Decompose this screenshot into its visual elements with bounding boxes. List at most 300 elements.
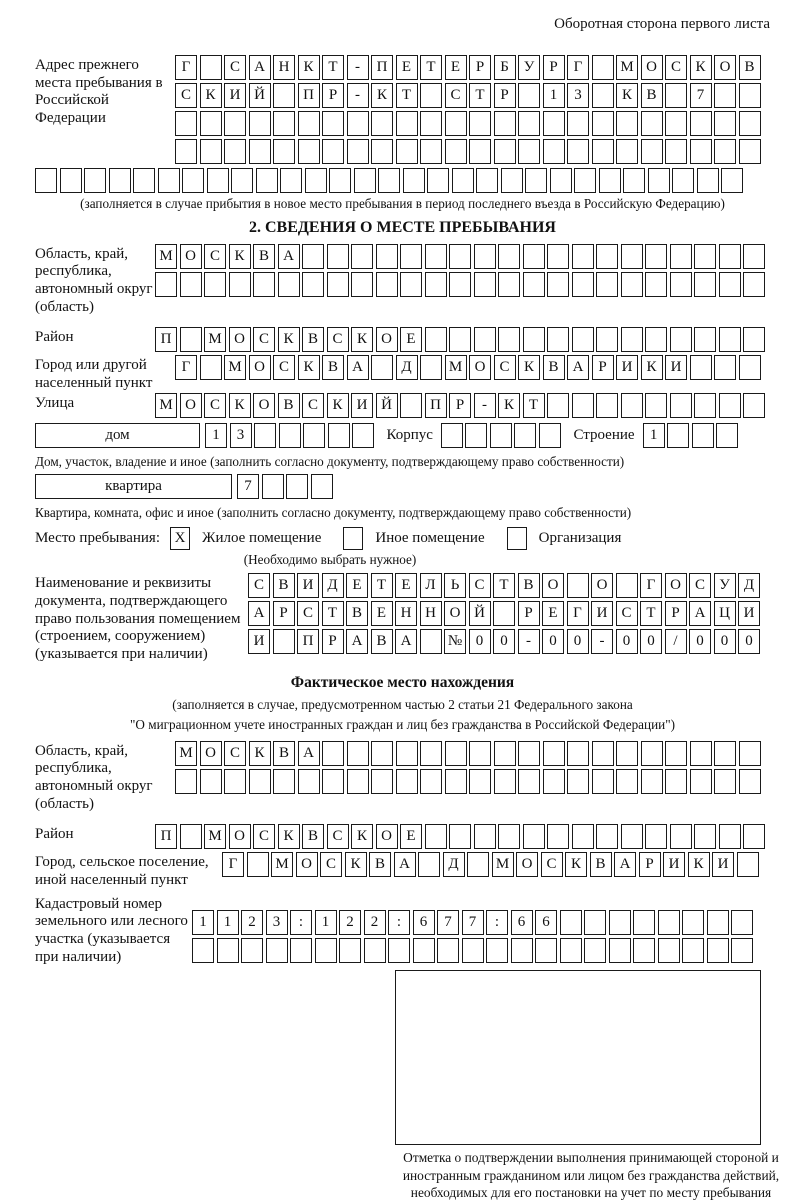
char-cell[interactable] <box>584 910 606 935</box>
char-cell[interactable]: К <box>200 83 222 108</box>
char-cell[interactable]: К <box>498 393 520 418</box>
char-cell[interactable]: П <box>298 83 320 108</box>
char-cell[interactable]: : <box>290 910 312 935</box>
char-cell[interactable] <box>592 139 614 164</box>
char-cell[interactable]: Т <box>523 393 545 418</box>
char-cell[interactable] <box>200 111 222 136</box>
char-cell[interactable] <box>449 824 471 849</box>
char-cell[interactable] <box>420 83 442 108</box>
char-cell[interactable] <box>547 327 569 352</box>
char-cell[interactable] <box>200 139 222 164</box>
char-cell[interactable]: : <box>388 910 410 935</box>
checkbox-residential[interactable]: X <box>170 527 190 550</box>
char-cell[interactable]: И <box>351 393 373 418</box>
char-cell[interactable] <box>396 111 418 136</box>
char-cell[interactable] <box>621 244 643 269</box>
char-cell[interactable] <box>328 423 350 448</box>
char-cell[interactable]: И <box>663 852 685 877</box>
char-cell[interactable]: О <box>591 573 613 598</box>
char-cell[interactable]: О <box>641 55 663 80</box>
char-cell[interactable]: И <box>665 355 687 380</box>
char-cell[interactable] <box>262 474 284 499</box>
char-cell[interactable]: А <box>395 629 417 654</box>
char-cell[interactable]: С <box>253 824 275 849</box>
char-cell[interactable] <box>665 769 687 794</box>
char-cell[interactable]: К <box>641 355 663 380</box>
char-cell[interactable]: О <box>249 355 271 380</box>
char-cell[interactable]: В <box>543 355 565 380</box>
char-cell[interactable] <box>158 168 180 193</box>
char-cell[interactable] <box>347 769 369 794</box>
char-cell[interactable]: Т <box>493 573 515 598</box>
char-cell[interactable] <box>418 852 440 877</box>
char-cell[interactable] <box>155 272 177 297</box>
char-cell[interactable]: 3 <box>266 910 288 935</box>
char-cell[interactable]: В <box>302 327 324 352</box>
char-cell[interactable] <box>329 168 351 193</box>
char-cell[interactable] <box>441 423 463 448</box>
char-cell[interactable] <box>286 474 308 499</box>
char-cell[interactable] <box>621 272 643 297</box>
char-cell[interactable] <box>621 824 643 849</box>
char-cell[interactable] <box>256 168 278 193</box>
char-cell[interactable] <box>641 111 663 136</box>
char-cell[interactable]: В <box>346 601 368 626</box>
char-cell[interactable] <box>273 83 295 108</box>
char-cell[interactable] <box>403 168 425 193</box>
char-cell[interactable]: Л <box>420 573 442 598</box>
char-cell[interactable]: А <box>394 852 416 877</box>
char-cell[interactable]: Е <box>542 601 564 626</box>
char-cell[interactable] <box>670 244 692 269</box>
char-cell[interactable] <box>303 423 325 448</box>
char-cell[interactable]: С <box>541 852 563 877</box>
char-cell[interactable]: Й <box>376 393 398 418</box>
char-cell[interactable] <box>658 938 680 963</box>
char-cell[interactable]: Д <box>396 355 418 380</box>
char-cell[interactable]: О <box>376 824 398 849</box>
char-cell[interactable] <box>743 327 765 352</box>
char-cell[interactable] <box>694 393 716 418</box>
char-cell[interactable] <box>180 272 202 297</box>
char-cell[interactable] <box>739 139 761 164</box>
char-cell[interactable] <box>697 168 719 193</box>
char-cell[interactable] <box>352 423 374 448</box>
char-cell[interactable]: О <box>444 601 466 626</box>
char-cell[interactable] <box>351 244 373 269</box>
char-cell[interactable]: 0 <box>469 629 491 654</box>
char-cell[interactable]: Н <box>273 55 295 80</box>
char-cell[interactable] <box>445 111 467 136</box>
char-cell[interactable]: О <box>376 327 398 352</box>
char-cell[interactable]: № <box>444 629 466 654</box>
char-cell[interactable]: И <box>297 573 319 598</box>
char-cell[interactable] <box>192 938 214 963</box>
char-cell[interactable] <box>523 327 545 352</box>
char-cell[interactable] <box>474 244 496 269</box>
char-cell[interactable] <box>354 168 376 193</box>
char-cell[interactable] <box>523 824 545 849</box>
char-cell[interactable]: К <box>371 83 393 108</box>
char-cell[interactable]: Г <box>567 55 589 80</box>
char-cell[interactable] <box>616 111 638 136</box>
char-cell[interactable] <box>567 741 589 766</box>
char-cell[interactable]: И <box>738 601 760 626</box>
char-cell[interactable] <box>494 741 516 766</box>
char-cell[interactable]: И <box>616 355 638 380</box>
char-cell[interactable] <box>690 355 712 380</box>
char-cell[interactable] <box>469 139 491 164</box>
char-cell[interactable]: 6 <box>535 910 557 935</box>
char-cell[interactable] <box>469 111 491 136</box>
char-cell[interactable] <box>616 741 638 766</box>
char-cell[interactable]: 3 <box>230 423 252 448</box>
char-cell[interactable] <box>254 423 276 448</box>
char-cell[interactable]: В <box>739 55 761 80</box>
char-cell[interactable]: Т <box>322 55 344 80</box>
char-cell[interactable] <box>574 168 596 193</box>
char-cell[interactable]: - <box>518 629 540 654</box>
char-cell[interactable] <box>719 327 741 352</box>
char-cell[interactable]: К <box>690 55 712 80</box>
char-cell[interactable]: С <box>253 327 275 352</box>
char-cell[interactable]: 0 <box>689 629 711 654</box>
char-cell[interactable]: 0 <box>567 629 589 654</box>
char-cell[interactable] <box>694 272 716 297</box>
checkbox-other-premises[interactable] <box>343 527 363 550</box>
char-cell[interactable]: М <box>204 327 226 352</box>
char-cell[interactable]: Т <box>640 601 662 626</box>
char-cell[interactable] <box>498 824 520 849</box>
char-cell[interactable]: С <box>327 327 349 352</box>
char-cell[interactable] <box>645 327 667 352</box>
char-cell[interactable]: - <box>347 83 369 108</box>
char-cell[interactable] <box>467 852 489 877</box>
char-cell[interactable]: М <box>175 741 197 766</box>
char-cell[interactable] <box>667 423 689 448</box>
char-cell[interactable] <box>641 769 663 794</box>
char-cell[interactable] <box>278 272 300 297</box>
char-cell[interactable] <box>339 938 361 963</box>
char-cell[interactable] <box>425 327 447 352</box>
char-cell[interactable]: А <box>298 741 320 766</box>
char-cell[interactable]: А <box>346 629 368 654</box>
char-cell[interactable] <box>731 938 753 963</box>
char-cell[interactable] <box>707 910 729 935</box>
char-cell[interactable] <box>445 769 467 794</box>
char-cell[interactable]: Р <box>449 393 471 418</box>
char-cell[interactable]: М <box>271 852 293 877</box>
char-cell[interactable] <box>469 741 491 766</box>
char-cell[interactable] <box>474 824 496 849</box>
char-cell[interactable] <box>371 769 393 794</box>
char-cell[interactable]: С <box>689 573 711 598</box>
char-cell[interactable]: С <box>297 601 319 626</box>
char-cell[interactable] <box>35 168 57 193</box>
char-cell[interactable]: Е <box>445 55 467 80</box>
char-cell[interactable] <box>543 741 565 766</box>
char-cell[interactable] <box>665 83 687 108</box>
char-cell[interactable] <box>623 168 645 193</box>
char-cell[interactable] <box>452 168 474 193</box>
char-cell[interactable]: С <box>224 55 246 80</box>
char-cell[interactable] <box>665 139 687 164</box>
char-cell[interactable] <box>547 244 569 269</box>
char-cell[interactable]: О <box>229 327 251 352</box>
char-cell[interactable] <box>474 272 496 297</box>
char-cell[interactable] <box>682 938 704 963</box>
char-cell[interactable] <box>645 824 667 849</box>
char-cell[interactable]: П <box>425 393 447 418</box>
char-cell[interactable] <box>665 111 687 136</box>
char-cell[interactable] <box>494 769 516 794</box>
char-cell[interactable]: 6 <box>511 910 533 935</box>
char-cell[interactable] <box>714 769 736 794</box>
char-cell[interactable] <box>621 327 643 352</box>
char-cell[interactable] <box>249 139 271 164</box>
char-cell[interactable] <box>322 111 344 136</box>
char-cell[interactable] <box>493 601 515 626</box>
char-cell[interactable]: К <box>688 852 710 877</box>
char-cell[interactable] <box>266 938 288 963</box>
char-cell[interactable]: К <box>298 355 320 380</box>
char-cell[interactable] <box>231 168 253 193</box>
char-cell[interactable] <box>645 393 667 418</box>
char-cell[interactable]: В <box>590 852 612 877</box>
char-cell[interactable] <box>462 938 484 963</box>
char-cell[interactable]: Е <box>371 601 393 626</box>
char-cell[interactable] <box>543 111 565 136</box>
char-cell[interactable]: 0 <box>738 629 760 654</box>
char-cell[interactable]: О <box>516 852 538 877</box>
char-cell[interactable] <box>616 139 638 164</box>
char-cell[interactable] <box>302 244 324 269</box>
char-cell[interactable] <box>371 355 393 380</box>
char-cell[interactable] <box>249 769 271 794</box>
checkbox-organization[interactable] <box>507 527 527 550</box>
char-cell[interactable] <box>592 741 614 766</box>
char-cell[interactable]: Р <box>592 355 614 380</box>
char-cell[interactable] <box>721 168 743 193</box>
char-cell[interactable]: В <box>273 741 295 766</box>
char-cell[interactable] <box>743 824 765 849</box>
char-cell[interactable] <box>658 910 680 935</box>
char-cell[interactable] <box>200 55 222 80</box>
char-cell[interactable] <box>302 272 324 297</box>
char-cell[interactable]: С <box>445 83 467 108</box>
char-cell[interactable] <box>592 83 614 108</box>
char-cell[interactable] <box>420 629 442 654</box>
char-cell[interactable] <box>616 769 638 794</box>
char-cell[interactable] <box>592 769 614 794</box>
char-cell[interactable] <box>425 824 447 849</box>
char-cell[interactable] <box>133 168 155 193</box>
char-cell[interactable]: / <box>665 629 687 654</box>
char-cell[interactable] <box>670 824 692 849</box>
char-cell[interactable]: : <box>486 910 508 935</box>
char-cell[interactable] <box>572 244 594 269</box>
char-cell[interactable] <box>690 769 712 794</box>
char-cell[interactable] <box>425 244 447 269</box>
char-cell[interactable]: Д <box>322 573 344 598</box>
char-cell[interactable] <box>224 139 246 164</box>
char-cell[interactable] <box>175 139 197 164</box>
char-cell[interactable]: 6 <box>413 910 435 935</box>
char-cell[interactable] <box>596 393 618 418</box>
char-cell[interactable] <box>364 938 386 963</box>
char-cell[interactable] <box>425 272 447 297</box>
char-cell[interactable] <box>175 769 197 794</box>
char-cell[interactable]: А <box>567 355 589 380</box>
house-type-field[interactable]: дом <box>35 423 200 448</box>
char-cell[interactable] <box>572 327 594 352</box>
char-cell[interactable] <box>311 474 333 499</box>
char-cell[interactable] <box>714 355 736 380</box>
char-cell[interactable] <box>547 393 569 418</box>
char-cell[interactable]: Й <box>249 83 271 108</box>
char-cell[interactable]: К <box>249 741 271 766</box>
char-cell[interactable]: Е <box>395 573 417 598</box>
char-cell[interactable] <box>490 423 512 448</box>
char-cell[interactable] <box>420 355 442 380</box>
char-cell[interactable]: Г <box>567 601 589 626</box>
char-cell[interactable] <box>420 139 442 164</box>
char-cell[interactable]: 0 <box>640 629 662 654</box>
char-cell[interactable]: К <box>278 327 300 352</box>
char-cell[interactable] <box>731 910 753 935</box>
char-cell[interactable] <box>737 852 759 877</box>
char-cell[interactable] <box>694 824 716 849</box>
char-cell[interactable]: И <box>591 601 613 626</box>
char-cell[interactable]: М <box>204 824 226 849</box>
char-cell[interactable] <box>592 55 614 80</box>
char-cell[interactable]: П <box>155 824 177 849</box>
char-cell[interactable]: К <box>565 852 587 877</box>
char-cell[interactable]: К <box>327 393 349 418</box>
char-cell[interactable] <box>743 393 765 418</box>
char-cell[interactable]: 1 <box>217 910 239 935</box>
char-cell[interactable]: Г <box>222 852 244 877</box>
char-cell[interactable]: В <box>641 83 663 108</box>
char-cell[interactable]: - <box>347 55 369 80</box>
char-cell[interactable] <box>743 272 765 297</box>
char-cell[interactable] <box>376 272 398 297</box>
char-cell[interactable]: С <box>175 83 197 108</box>
char-cell[interactable] <box>273 111 295 136</box>
char-cell[interactable] <box>672 168 694 193</box>
char-cell[interactable]: С <box>273 355 295 380</box>
char-cell[interactable]: 1 <box>543 83 565 108</box>
char-cell[interactable] <box>518 139 540 164</box>
char-cell[interactable]: Р <box>494 83 516 108</box>
char-cell[interactable] <box>584 938 606 963</box>
char-cell[interactable]: - <box>474 393 496 418</box>
char-cell[interactable]: 0 <box>493 629 515 654</box>
char-cell[interactable] <box>290 938 312 963</box>
char-cell[interactable] <box>714 111 736 136</box>
char-cell[interactable] <box>200 355 222 380</box>
char-cell[interactable] <box>420 741 442 766</box>
char-cell[interactable] <box>518 83 540 108</box>
char-cell[interactable] <box>633 938 655 963</box>
char-cell[interactable]: Р <box>639 852 661 877</box>
char-cell[interactable] <box>543 139 565 164</box>
char-cell[interactable] <box>109 168 131 193</box>
char-cell[interactable] <box>200 769 222 794</box>
char-cell[interactable] <box>719 272 741 297</box>
char-cell[interactable]: И <box>224 83 246 108</box>
char-cell[interactable] <box>518 769 540 794</box>
char-cell[interactable] <box>596 244 618 269</box>
char-cell[interactable]: Е <box>346 573 368 598</box>
char-cell[interactable]: 2 <box>364 910 386 935</box>
char-cell[interactable]: Г <box>640 573 662 598</box>
char-cell[interactable]: М <box>492 852 514 877</box>
char-cell[interactable]: В <box>253 244 275 269</box>
char-cell[interactable]: О <box>665 573 687 598</box>
char-cell[interactable] <box>445 139 467 164</box>
char-cell[interactable]: О <box>469 355 491 380</box>
char-cell[interactable] <box>511 938 533 963</box>
char-cell[interactable]: Т <box>396 83 418 108</box>
char-cell[interactable] <box>567 573 589 598</box>
char-cell[interactable] <box>572 824 594 849</box>
char-cell[interactable]: А <box>347 355 369 380</box>
char-cell[interactable]: Е <box>400 327 422 352</box>
char-cell[interactable]: Ц <box>714 601 736 626</box>
char-cell[interactable]: Р <box>469 55 491 80</box>
char-cell[interactable]: С <box>248 573 270 598</box>
char-cell[interactable]: 2 <box>339 910 361 935</box>
char-cell[interactable] <box>224 111 246 136</box>
char-cell[interactable]: Н <box>395 601 417 626</box>
char-cell[interactable] <box>498 327 520 352</box>
char-cell[interactable]: Т <box>469 83 491 108</box>
char-cell[interactable]: К <box>229 393 251 418</box>
char-cell[interactable]: Р <box>518 601 540 626</box>
char-cell[interactable]: Е <box>400 824 422 849</box>
char-cell[interactable]: 0 <box>616 629 638 654</box>
char-cell[interactable] <box>543 769 565 794</box>
char-cell[interactable] <box>388 938 410 963</box>
char-cell[interactable]: К <box>616 83 638 108</box>
char-cell[interactable] <box>498 272 520 297</box>
char-cell[interactable]: 1 <box>643 423 665 448</box>
char-cell[interactable]: Г <box>175 355 197 380</box>
char-cell[interactable]: У <box>518 55 540 80</box>
char-cell[interactable]: И <box>248 629 270 654</box>
char-cell[interactable] <box>692 423 714 448</box>
char-cell[interactable]: И <box>712 852 734 877</box>
char-cell[interactable] <box>599 168 621 193</box>
char-cell[interactable] <box>645 244 667 269</box>
char-cell[interactable]: К <box>298 55 320 80</box>
char-cell[interactable] <box>645 272 667 297</box>
char-cell[interactable]: О <box>542 573 564 598</box>
char-cell[interactable] <box>592 111 614 136</box>
char-cell[interactable] <box>719 244 741 269</box>
char-cell[interactable] <box>560 938 582 963</box>
char-cell[interactable] <box>518 111 540 136</box>
char-cell[interactable]: К <box>351 327 373 352</box>
char-cell[interactable]: Р <box>322 83 344 108</box>
char-cell[interactable] <box>621 393 643 418</box>
char-cell[interactable]: Т <box>371 573 393 598</box>
char-cell[interactable] <box>714 83 736 108</box>
char-cell[interactable]: 7 <box>462 910 484 935</box>
char-cell[interactable] <box>719 824 741 849</box>
char-cell[interactable]: О <box>714 55 736 80</box>
